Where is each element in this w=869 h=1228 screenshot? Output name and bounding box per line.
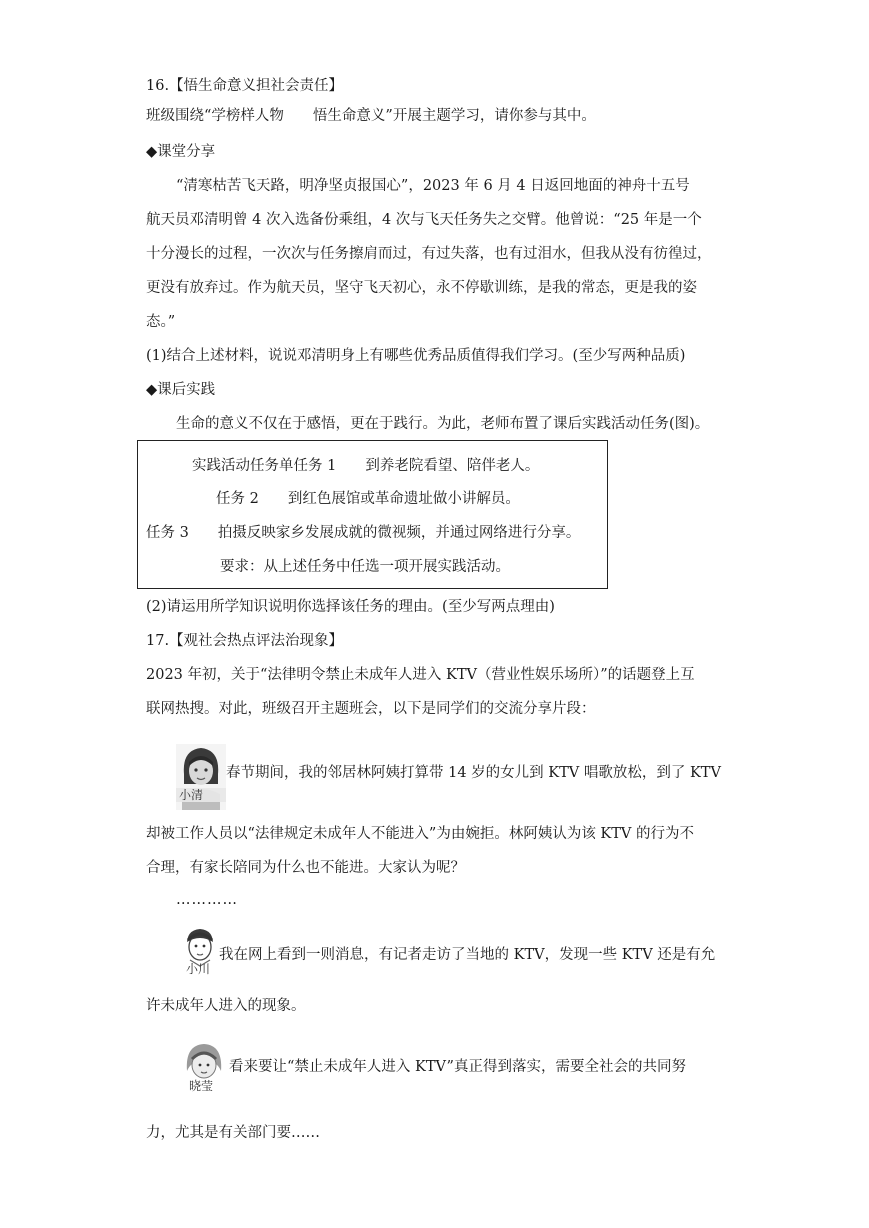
task-box-line-1: 实践活动任务单任务 1 到养老院看望、陪伴老人。	[192, 458, 540, 474]
speaker-xiaochuan-text: 许未成年人进入的现象。	[146, 998, 306, 1014]
q16-material-line: “清寒枯苦飞天路，明净坚贞报国心”，2023 年 6 月 4 日返回地面的神舟十五号	[176, 178, 690, 194]
speaker-xiaoqing-text: 却被工作人员以“法律规定未成年人不能进入”为由婉拒。林阿姨认为该 KTV 的行为不	[146, 826, 695, 842]
q16-section1-heading: ◆课堂分享	[146, 144, 216, 160]
q16-material-line: 更没有放弃过。作为航天员，坚守飞天初心，永不停歇训练，是我的常态，更是我的姿	[146, 280, 697, 296]
ellipsis: …………	[176, 892, 238, 908]
q16-material-line: 十分漫长的过程，一次次与任务擦肩而过，有过失落，也有过泪水，但我从没有彷徨过，	[146, 246, 712, 262]
student-name-label: 小清	[179, 788, 204, 802]
q16-material-line: 航天员邓清明曾 4 次入选备份乘组，4 次与飞天任务失之交臂。他曾说：“25 年是一个	[146, 212, 702, 228]
student-avatar-xiaoying	[181, 1041, 227, 1107]
q16-title: 16.【悟生命意义担社会责任】	[146, 78, 344, 94]
student-avatar-xiaochuan	[180, 926, 220, 992]
task-box-line-4: 要求：从上述任务中任选一项开展实践活动。	[220, 559, 510, 575]
student-avatar-xiaoqing	[176, 744, 226, 810]
speaker-xiaoqing-text: 合理，有家长陪同为什么也不能进。大家认为呢？	[146, 860, 465, 876]
student-name-label: 小川	[186, 962, 211, 976]
q16-material-line: 态。”	[146, 314, 176, 330]
speaker-xiaoqing-text: 春节期间，我的邻居林阿姨打算带 14 岁的女儿到 KTV 唱歌放松，到了 KTV	[226, 765, 721, 781]
q17-intro-line: 2023 年初，关于“法律明令禁止未成年人进入 KTV（营业性娱乐场所）”的话题登上互	[146, 667, 695, 683]
q16-practice-intro: 生命的意义不仅在于感悟，更在于践行。为此，老师布置了课后实践活动任务(图)。	[176, 416, 710, 432]
q16-question2: (2)请运用所学知识说明你选择该任务的理由。(至少写两点理由)	[146, 599, 555, 615]
task-box-line-2: 任务 2 到红色展馆或革命遗址做小讲解员。	[216, 491, 520, 507]
student-name-label: 晓莹	[189, 1079, 214, 1093]
speaker-xiaoying-text: 力，尤其是有关部门要……	[146, 1125, 320, 1141]
q16-intro: 班级围绕“学榜样人物 悟生命意义”开展主题学习，请你参与其中。	[146, 108, 596, 124]
q16-question1: (1)结合上述材料，说说邓清明身上有哪些优秀品质值得我们学习。(至少写两种品质)	[146, 348, 686, 364]
speaker-xiaochuan-text: 我在网上看到一则消息，有记者走访了当地的 KTV，发现一些 KTV 还是有允	[219, 947, 716, 963]
q16-section2-heading: ◆课后实践	[146, 382, 216, 398]
q17-intro-line: 联网热搜。对此，班级召开主题班会，以下是同学们的交流分享片段：	[146, 701, 596, 717]
speaker-xiaoying-text: 看来要让“禁止未成年人进入 KTV”真正得到落实，需要全社会的共同努	[229, 1059, 686, 1075]
task-box-line-3: 任务 3 拍摄反映家乡发展成就的微视频，并通过网络进行分享。	[146, 525, 581, 541]
q17-title: 17.【观社会热点评法治现象】	[146, 633, 344, 649]
